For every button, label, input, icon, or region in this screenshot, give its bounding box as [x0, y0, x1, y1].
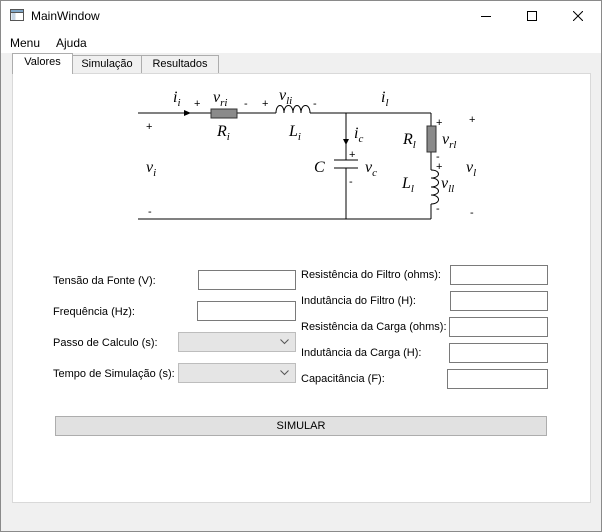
- label-vll-sub: ll: [448, 183, 455, 195]
- sign-ll-plus: +: [436, 161, 443, 173]
- label-frequencia: Frequência (Hz):: [53, 306, 135, 318]
- svg-text:vll: [441, 175, 454, 195]
- svg-text:Li: [288, 123, 301, 143]
- label-vi: v: [146, 159, 154, 176]
- capacitancia-input[interactable]: [447, 369, 548, 389]
- sign-vi-minus: -: [148, 206, 152, 218]
- label-c: C: [314, 159, 325, 176]
- label-vri: v: [213, 89, 221, 106]
- sign-rl-plus: +: [436, 117, 443, 129]
- svg-text:ic: [354, 125, 363, 145]
- circuit-diagram: [13, 74, 590, 244]
- valores-panel: [12, 73, 591, 503]
- label-res-filtro: Resistência do Filtro (ohms):: [301, 269, 441, 281]
- svg-text:Ll: [401, 175, 414, 195]
- menu-item-menu[interactable]: Menu: [10, 36, 41, 50]
- sign-ri-minus: -: [244, 98, 248, 110]
- chevron-down-icon: [280, 370, 289, 376]
- title-bar[interactable]: [1, 1, 601, 31]
- svg-text:Rl: [402, 131, 416, 151]
- sign-vl-plus: +: [469, 114, 476, 126]
- tempo-select[interactable]: [178, 363, 296, 383]
- sign-li-plus: +: [262, 98, 269, 110]
- label-passo: Passo de Calculo (s):: [53, 337, 158, 349]
- res-filtro-input[interactable]: [450, 265, 548, 285]
- label-ic: i: [354, 125, 359, 142]
- label-ri: R: [217, 123, 227, 140]
- label-li: L: [289, 123, 298, 140]
- label-il: i: [381, 89, 386, 106]
- chevron-down-icon: [280, 339, 289, 345]
- tab-resultados[interactable]: Resultados: [141, 55, 219, 74]
- svg-text:vri: [213, 89, 227, 109]
- label-ii-sub: i: [177, 97, 181, 109]
- sign-ll-minus: -: [436, 203, 440, 215]
- menu-bar: [1, 31, 601, 53]
- svg-text:Ri: [216, 123, 230, 143]
- sign-c-plus: +: [349, 149, 356, 161]
- current-ii-arrow-icon: [184, 110, 191, 116]
- label-vc: v: [365, 159, 373, 176]
- close-icon: [573, 11, 583, 21]
- maximize-button[interactable]: [509, 1, 555, 31]
- res-carga-input[interactable]: [449, 317, 548, 337]
- label-vll: v: [441, 175, 449, 192]
- label-vrl-sub: rl: [449, 139, 457, 151]
- label-vri-sub: ri: [220, 97, 228, 109]
- label-res-carga: Resistência da Carga (ohms):: [301, 321, 447, 333]
- app-icon: [10, 9, 24, 21]
- label-tempo: Tempo de Simulação (s):: [53, 368, 175, 380]
- label-ind-filtro: Indutância do Filtro (H):: [301, 295, 416, 307]
- label-tensao: Tensão da Fonte (V):: [53, 275, 156, 287]
- ind-filtro-input[interactable]: [450, 291, 548, 311]
- label-ll: L: [402, 175, 411, 192]
- frequencia-input[interactable]: [197, 301, 296, 321]
- label-capacitancia: Capacitância (F):: [301, 373, 385, 385]
- close-button[interactable]: [555, 1, 601, 31]
- passo-select[interactable]: [178, 332, 296, 352]
- label-ii: i: [173, 89, 178, 106]
- svg-text:il: [381, 89, 389, 109]
- maximize-icon: [527, 11, 537, 21]
- simular-button[interactable]: SIMULAR: [55, 416, 547, 436]
- label-vli: v: [279, 87, 287, 104]
- label-vc-sub: c: [372, 167, 377, 179]
- sign-li-minus: -: [313, 98, 317, 110]
- label-vl: v: [466, 159, 474, 176]
- svg-text:vl: [466, 159, 476, 179]
- label-vi-sub: i: [153, 167, 157, 179]
- svg-text:vrl: [442, 131, 456, 151]
- current-ic-arrow-icon: [343, 139, 349, 145]
- label-li-sub: i: [297, 131, 301, 143]
- label-il-sub: l: [385, 97, 389, 109]
- tab-simulacao[interactable]: Simulação: [72, 55, 142, 74]
- label-ri-sub: i: [226, 131, 230, 143]
- window-title: MainWindow: [31, 9, 100, 23]
- sign-ri-plus: +: [194, 98, 201, 110]
- svg-text:vc: [365, 159, 377, 179]
- svg-text:ii: [173, 89, 181, 109]
- tensao-input[interactable]: [198, 270, 296, 290]
- label-rl: R: [403, 131, 413, 148]
- label-vli-sub: li: [286, 95, 293, 107]
- sign-vl-minus: -: [470, 207, 474, 219]
- minimize-button[interactable]: [463, 1, 509, 31]
- label-ll-sub: l: [410, 183, 414, 195]
- resistor-ri-icon: [211, 109, 237, 118]
- label-vrl: v: [442, 131, 450, 148]
- svg-text:vli: [279, 87, 292, 107]
- label-rl-sub: l: [412, 139, 416, 151]
- label-ind-carga: Indutância da Carga (H):: [301, 347, 422, 359]
- tab-valores[interactable]: Valores: [12, 53, 73, 74]
- label-vl-sub: l: [473, 167, 477, 179]
- ind-carga-input[interactable]: [449, 343, 548, 363]
- minimize-icon: [481, 11, 491, 21]
- sign-rl-minus: -: [436, 151, 440, 163]
- svg-text:vi: [146, 159, 156, 179]
- menu-item-ajuda[interactable]: Ajuda: [56, 36, 87, 50]
- sign-vi-plus: +: [146, 121, 153, 133]
- label-ic-sub: c: [358, 133, 364, 145]
- resistor-rl-icon: [427, 126, 436, 152]
- sign-c-minus: -: [349, 176, 353, 188]
